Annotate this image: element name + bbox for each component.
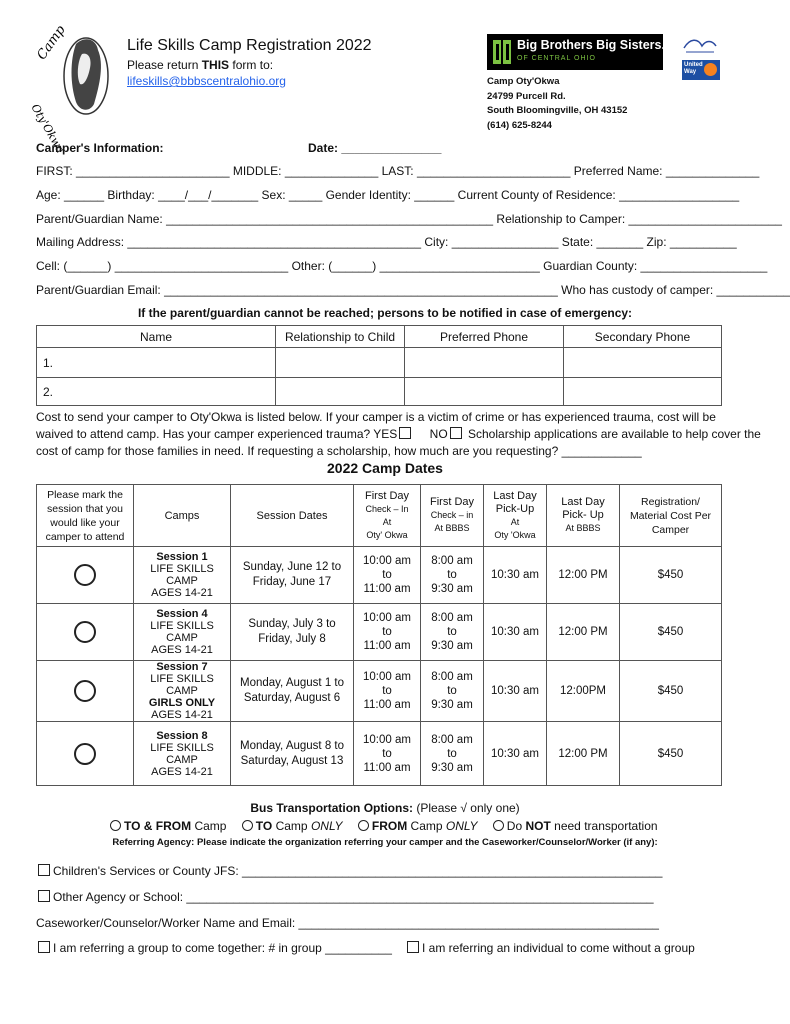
session-7-cost: $450 [620, 661, 722, 722]
children-services-checkbox[interactable] [38, 864, 50, 876]
session-8-radio[interactable] [74, 743, 96, 765]
referral-heading: Referring Agency: Please indicate the organization referring your camper and the Caseworker/Counselor/Worker (if any): [112, 837, 658, 848]
bus-options [110, 819, 658, 833]
col-session-dates: Session Dates [231, 485, 354, 547]
camp-dates-heading: 2022 Camp Dates [327, 460, 443, 476]
camp-address: Camp Oty'Okwa 24799 Purcell Rd. South Bloomingville, OH 43152 (614) 625-8244 [487, 76, 628, 131]
phone-row[interactable]: Cell: (______) __________________________ Other: (______) ________________________ Guardian County: ___________________ [36, 259, 768, 273]
col-last-day-bbbs: Last Day Pick- Up At BBBS [547, 485, 620, 547]
bbbs-subname: OF CENTRAL OHIO [517, 55, 596, 62]
session-7-oty-checkin: 10:00 am to 11:00 am [354, 661, 421, 722]
bus-option-to-from[interactable]: TO & FROM Camp [110, 819, 226, 833]
group-referral-row[interactable]: I am referring a group to come together: # in group __________ [36, 941, 392, 955]
session-4-oty-checkin: 10:00 am to 11:00 am [354, 604, 421, 661]
radio-icon[interactable] [358, 820, 369, 831]
return-instruction: Please return THIS form to: [127, 58, 274, 72]
bbbs-logo [487, 34, 663, 70]
col-mark-session: Please mark the session that you would like your camper to attend [37, 485, 134, 547]
table-row[interactable] [37, 378, 722, 406]
session-4-bbbs-pickup: 12:00 PM [547, 604, 620, 661]
table-row [37, 547, 722, 604]
session-7-dates: Monday, August 1 to Saturday, August 6 [231, 661, 354, 722]
session-1-radio[interactable] [74, 564, 96, 586]
session-4-dates: Sunday, July 3 to Friday, July 8 [231, 604, 354, 661]
session-8-oty-pickup: 10:30 am [484, 722, 547, 786]
emergency-row-1-secondary[interactable] [564, 348, 722, 378]
session-8-bbbs-pickup: 12:00 PM [547, 722, 620, 786]
date-field[interactable]: Date: _______________ [308, 141, 442, 155]
svg-text:Oty'Okwa: Oty'Okwa [28, 101, 67, 156]
mailing-address-row[interactable]: Mailing Address: ____________________________________________ City: ________________ State: _______ Zip: __________ [36, 235, 737, 249]
session-4-radio[interactable] [74, 621, 96, 643]
trauma-no-checkbox[interactable] [450, 427, 462, 439]
emergency-heading: If the parent/guardian cannot be reached; persons to be notified in case of emergency: [137, 306, 633, 320]
camper-info-heading: Camper's Information: [36, 141, 164, 155]
session-1-radio-cell[interactable] [37, 547, 134, 604]
other-agency-checkbox[interactable] [38, 890, 50, 902]
session-1-bbbs-checkin: 8:00 am to 9:30 am [421, 547, 484, 604]
col-relationship: Relationship to Child [276, 326, 405, 348]
bus-option-from-only[interactable]: FROM Camp ONLY [358, 819, 478, 833]
session-4-camp: Session 4 LIFE SKILLS CAMP AGES 14-21 [134, 604, 231, 661]
col-cost: Registration/ Material Cost Per Camper [620, 485, 722, 547]
session-1-dates: Sunday, June 12 to Friday, June 17 [231, 547, 354, 604]
col-secondary-phone: Secondary Phone [564, 326, 722, 348]
col-name: Name [37, 326, 276, 348]
table-row[interactable] [37, 348, 722, 378]
name-fields-row[interactable]: FIRST: _______________________ MIDDLE: ______________ LAST: _______________________ Preferred Name: ______________ [36, 164, 760, 178]
session-4-radio-cell[interactable] [37, 604, 134, 661]
radio-icon[interactable] [242, 820, 253, 831]
session-4-oty-pickup: 10:30 am [484, 604, 547, 661]
emergency-row-1-relationship[interactable] [276, 348, 405, 378]
children-services-row[interactable]: Children's Services or County JFS: _______________________________________________________________ [36, 864, 662, 878]
session-7-bbbs-checkin: 8:00 am to 9:30 am [421, 661, 484, 722]
session-7-bbbs-pickup: 12:00PM [547, 661, 620, 722]
svg-text:Camp: Camp [34, 22, 69, 63]
col-last-day-oty: Last Day Pick-Up At Oty 'Okwa [484, 485, 547, 547]
session-7-oty-pickup: 10:30 am [484, 661, 547, 722]
bus-option-to-only[interactable]: TO Camp ONLY [242, 819, 343, 833]
col-first-day-bbbs: First Day Check – in At BBBS [421, 485, 484, 547]
session-8-oty-checkin: 10:00 am to 11:00 am [354, 722, 421, 786]
camp-small-logo [680, 34, 720, 56]
emergency-row-2-relationship[interactable] [276, 378, 405, 406]
group-referral-checkbox[interactable] [38, 941, 50, 953]
session-8-dates: Monday, August 8 to Saturday, August 13 [231, 722, 354, 786]
bus-heading: Bus Transportation Options: (Please √ only one) [250, 801, 520, 815]
emergency-row-2-preferred[interactable] [405, 378, 564, 406]
session-7-radio-cell[interactable] [37, 661, 134, 722]
other-agency-row[interactable]: Other Agency or School: ______________________________________________________________________ [36, 890, 654, 904]
bbbs-name: Big Brothers Big Sisters. [517, 38, 665, 52]
bus-option-no-transport[interactable]: Do NOT need transportation [493, 819, 658, 833]
guardian-name-row[interactable]: Parent/Guardian Name: _________________________________________________ Relationship to Camper: _______________________ [36, 212, 782, 226]
emergency-row-2-name[interactable]: 2. [37, 378, 276, 406]
col-preferred-phone: Preferred Phone [405, 326, 564, 348]
session-1-oty-pickup: 10:30 am [484, 547, 547, 604]
session-8-radio-cell[interactable] [37, 722, 134, 786]
session-1-oty-checkin: 10:00 am to 11:00 am [354, 547, 421, 604]
session-8-camp: Session 8 LIFE SKILLS CAMP AGES 14-21 [134, 722, 231, 786]
session-7-camp: Session 7 LIFE SKILLS CAMP GIRLS ONLY AGES 14-21 [134, 661, 231, 722]
table-row [37, 604, 722, 661]
individual-referral-checkbox[interactable] [407, 941, 419, 953]
emergency-row-2-secondary[interactable] [564, 378, 722, 406]
page-title: Life Skills Camp Registration 2022 [127, 37, 372, 54]
united-way-logo: United Way [682, 60, 720, 80]
emergency-table [36, 325, 722, 406]
session-8-bbbs-checkin: 8:00 am to 9:30 am [421, 722, 484, 786]
session-7-radio[interactable] [74, 680, 96, 702]
emergency-row-1-preferred[interactable] [405, 348, 564, 378]
session-8-cost: $450 [620, 722, 722, 786]
trauma-yes-checkbox[interactable] [399, 427, 411, 439]
individual-referral-row[interactable]: I am referring an individual to come without a group [405, 941, 695, 955]
session-1-camp: Session 1 LIFE SKILLS CAMP AGES 14-21 [134, 547, 231, 604]
col-first-day-oty: First Day Check – In At Oty' Okwa [354, 485, 421, 547]
age-birthday-row[interactable]: Age: ______ Birthday: ____/___/_______ Sex: _____ Gender Identity: ______ Current County of Residence: __________________ [36, 188, 740, 202]
session-4-bbbs-checkin: 8:00 am to 9:30 am [421, 604, 484, 661]
guardian-email-row[interactable]: Parent/Guardian Email: ___________________________________________________________ Who has custody of camper: ___________ [36, 283, 790, 297]
table-row [37, 661, 722, 722]
radio-icon[interactable] [493, 820, 504, 831]
email-link[interactable]: lifeskills@bbbscentralohio.org [127, 74, 286, 88]
radio-icon[interactable] [110, 820, 121, 831]
cost-paragraph: Cost to send your camper to Oty'Okwa is listed below. If your camper is a victim of crime or has experienced trauma, cost will be waived to attend camp. Has your camper experienced trauma? YES NO Scholarship applications are available to help cover the cost of camp for those families in need. If requesting a scholarship, how much are you requesting? ____________ [36, 410, 761, 458]
camp-dates-table [36, 484, 722, 786]
table-row [37, 722, 722, 786]
caseworker-row[interactable]: Caseworker/Counselor/Worker Name and Email: ______________________________________________________ [36, 916, 659, 930]
session-4-cost: $450 [620, 604, 722, 661]
emergency-row-1-name[interactable]: 1. [37, 348, 276, 378]
session-1-bbbs-pickup: 12:00 PM [547, 547, 620, 604]
session-1-cost: $450 [620, 547, 722, 604]
col-camps: Camps [134, 485, 231, 547]
